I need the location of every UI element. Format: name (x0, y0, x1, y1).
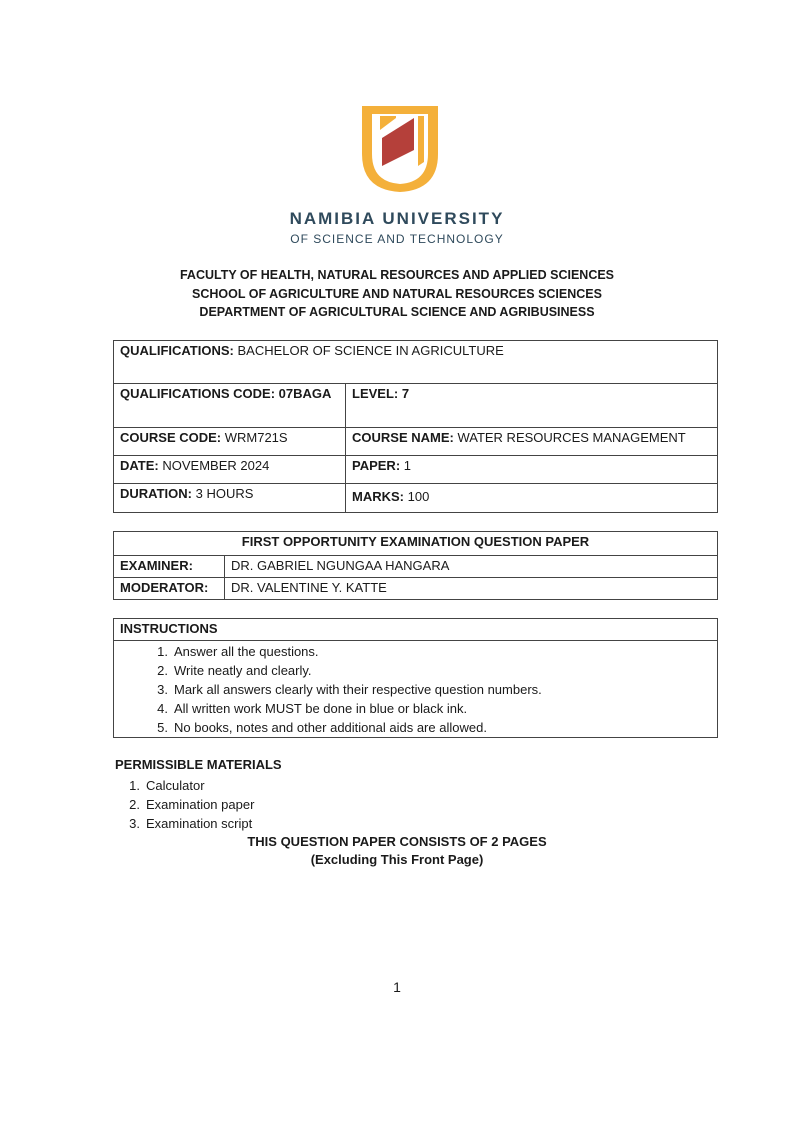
material-item: 2. Examination paper (129, 797, 255, 812)
instructions-box (113, 618, 718, 738)
instruction-item: 4. All written work MUST be done in blue or black ink. (157, 701, 468, 716)
moderator-label: MODERATOR: (114, 578, 225, 600)
materials-title: PERMISSIBLE MATERIALS (115, 757, 282, 772)
page-number: 1 (393, 979, 401, 995)
date-cell: DATE: NOVEMBER 2024 (114, 456, 346, 484)
instructions-list (114, 641, 718, 738)
school-heading: SCHOOL OF AGRICULTURE AND NATURAL RESOURCES SCIENCES (192, 287, 602, 301)
course-code-cell: COURSE CODE: WRM721S (114, 428, 346, 456)
material-item: 1. Calculator (129, 778, 205, 793)
qualifications-cell: QUALIFICATIONS: BACHELOR OF SCIENCE IN AGRICULTURE (114, 341, 718, 384)
faculty-heading: FACULTY OF HEALTH, NATURAL RESOURCES AND APPLIED SCIENCES (179, 268, 615, 282)
excluding-note: (Excluding This Front Page) (310, 852, 484, 867)
instruction-item: 5. No books, notes and other additional aids are allowed. (157, 720, 487, 735)
instruction-item: 3. Mark all answers clearly with their respective question numbers. (157, 682, 542, 697)
moderator-name: DR. VALENTINE Y. KATTE (225, 578, 718, 600)
qual-code-cell: QUALIFICATIONS CODE: 07BAGA (114, 384, 346, 428)
marks-cell: MARKS: 100 (346, 484, 718, 513)
university-subname: OF SCIENCE AND TECHNOLOGY (290, 232, 504, 246)
page-count-note: THIS QUESTION PAPER CONSISTS OF 2 PAGES (247, 834, 547, 849)
department-heading: DEPARTMENT OF AGRICULTURAL SCIENCE AND AGRIBUSINESS (199, 305, 595, 319)
university-logo (358, 104, 442, 194)
university-name: NAMIBIA UNIVERSITY (289, 209, 505, 228)
instructions-title: INSTRUCTIONS (114, 619, 718, 641)
level-cell: LEVEL: 7 (346, 384, 718, 428)
exam-details-table (113, 340, 718, 513)
material-item: 3. Examination script (129, 816, 253, 831)
instruction-item: 2. Write neatly and clearly. (157, 663, 312, 678)
instruction-item: 1. Answer all the questions. (157, 644, 319, 659)
materials-list (120, 776, 254, 833)
course-name-cell: COURSE NAME: WATER RESOURCES MANAGEMENT (346, 428, 718, 456)
examiner-name: DR. GABRIEL NGUNGAA HANGARA (225, 556, 718, 578)
exam-title: FIRST OPPORTUNITY EXAMINATION QUESTION PAPER (114, 532, 718, 556)
paper-cell: PAPER: 1 (346, 456, 718, 484)
examiner-label: EXAMINER: (114, 556, 225, 578)
examiners-table (113, 531, 718, 600)
duration-cell: DURATION: 3 HOURS (114, 484, 346, 513)
